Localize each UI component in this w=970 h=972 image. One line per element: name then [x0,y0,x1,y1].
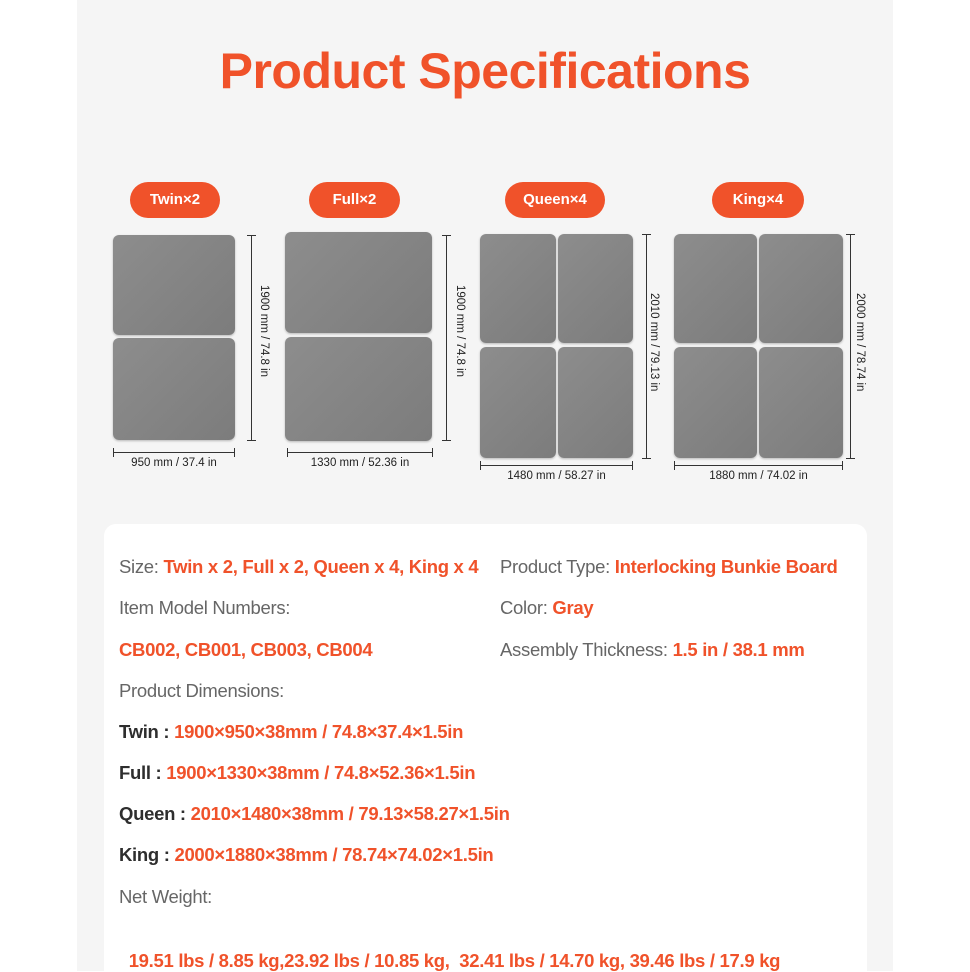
king-board-1 [674,234,757,343]
model-value: CB002, CB001, CB003, CB004 [119,639,373,660]
full-height-label: 1900 mm / 74.8 in [454,285,466,378]
king-board-3 [674,347,757,458]
full-height-tick-top [442,235,451,236]
spec-card [104,524,867,971]
model-label-row [119,597,290,619]
dimension-row-queen [119,803,510,825]
queen-board-1 [480,234,556,343]
queen-width-line [480,465,633,466]
queen-height-line [646,234,647,458]
full-height-tick-bottom [442,440,451,441]
king-width-tick-right [842,461,843,470]
full-width-label: 1330 mm / 52.36 in [310,457,410,469]
page-title: Product Specifications [219,43,751,99]
twin-height-line [251,235,252,440]
dimension-row-king [119,844,493,866]
queen-board-3 [480,347,556,458]
type-label: Product Type: [500,556,610,577]
twin-width-label: 950 mm / 37.4 in [131,457,217,469]
king-size-badge: King×4 [712,182,804,218]
model-value-row [119,639,372,661]
king-width-tick-left [674,461,675,470]
queen-board-4 [558,347,633,458]
king-width-label: 1880 mm / 74.02 in [709,470,808,482]
dimension-value: 2010×1480×38mm / 79.13×58.27×1.5in [190,803,510,824]
weight-value-row [119,928,780,972]
color-label: Color: [500,597,548,618]
queen-height-tick-bottom [642,458,651,459]
dimension-value: 2000×1880×38mm / 78.74×74.02×1.5in [174,844,494,865]
weight-label-row [119,886,212,908]
full-width-line [287,452,433,453]
king-height-label: 2000 mm / 78.74 in [854,293,866,392]
size-row [119,556,478,578]
dimension-name: Full : [119,762,162,783]
queen-height-tick-top [642,234,651,235]
twin-board-top [113,235,235,335]
queen-board-2 [558,234,633,343]
dimension-value: 1900×950×38mm / 74.8×37.4×1.5in [174,721,464,742]
king-board-2 [759,234,843,343]
thickness-row [500,639,805,661]
dimension-name: Queen : [119,803,186,824]
king-height-line [850,234,851,458]
twin-board-bottom [113,338,235,440]
color-value: Gray [552,597,594,618]
thickness-value: 1.5 in / 38.1 mm [672,639,805,660]
type-value: Interlocking Bunkie Board [614,556,838,577]
dimensions-label: Product Dimensions: [119,680,284,701]
queen-width-tick-right [632,461,633,470]
weight-label: Net Weight: [119,886,213,907]
size-value: Twin x 2, Full x 2, Queen x 4, King x 4 [163,556,479,577]
dimension-row-full [119,762,475,784]
twin-height-tick-bottom [247,440,256,441]
twin-size-badge: Twin×2 [130,182,220,218]
twin-width-line [113,452,235,453]
thickness-label: Assembly Thickness: [500,639,668,660]
full-board-bottom [285,337,432,441]
full-board-top [285,232,432,333]
king-board-4 [759,347,843,458]
twin-width-tick-right [234,448,235,457]
dimensions-label-row [119,680,284,702]
weight-value: 19.51 lbs / 8.85 kg,23.92 lbs / 10.85 kg, 32.41 lbs / 14.70 kg, 39.46 lbs / 17.9 kg [128,950,781,971]
type-row [500,556,838,578]
king-height-tick-bottom [846,458,855,459]
dimension-value: 1900×1330×38mm / 74.8×52.36×1.5in [166,762,476,783]
size-label: Size: [119,556,159,577]
queen-width-label: 1480 mm / 58.27 in [507,470,606,482]
king-width-line [674,465,843,466]
king-height-tick-top [846,234,855,235]
dimension-name: King : [119,844,170,865]
queen-size-badge: Queen×4 [505,182,605,218]
queen-height-label: 2010 mm / 79.13 in [648,293,660,392]
full-width-tick-right [432,448,433,457]
full-height-line [446,235,447,440]
color-row [500,597,593,619]
model-label: Item Model Numbers: [119,597,291,618]
full-size-badge: Full×2 [309,182,400,218]
twin-height-label: 1900 mm / 74.8 in [258,285,270,378]
dimension-name: Twin : [119,721,170,742]
twin-width-tick-left [113,448,114,457]
queen-width-tick-left [480,461,481,470]
full-width-tick-left [287,448,288,457]
dimension-row-twin [119,721,463,743]
twin-height-tick-top [247,235,256,236]
